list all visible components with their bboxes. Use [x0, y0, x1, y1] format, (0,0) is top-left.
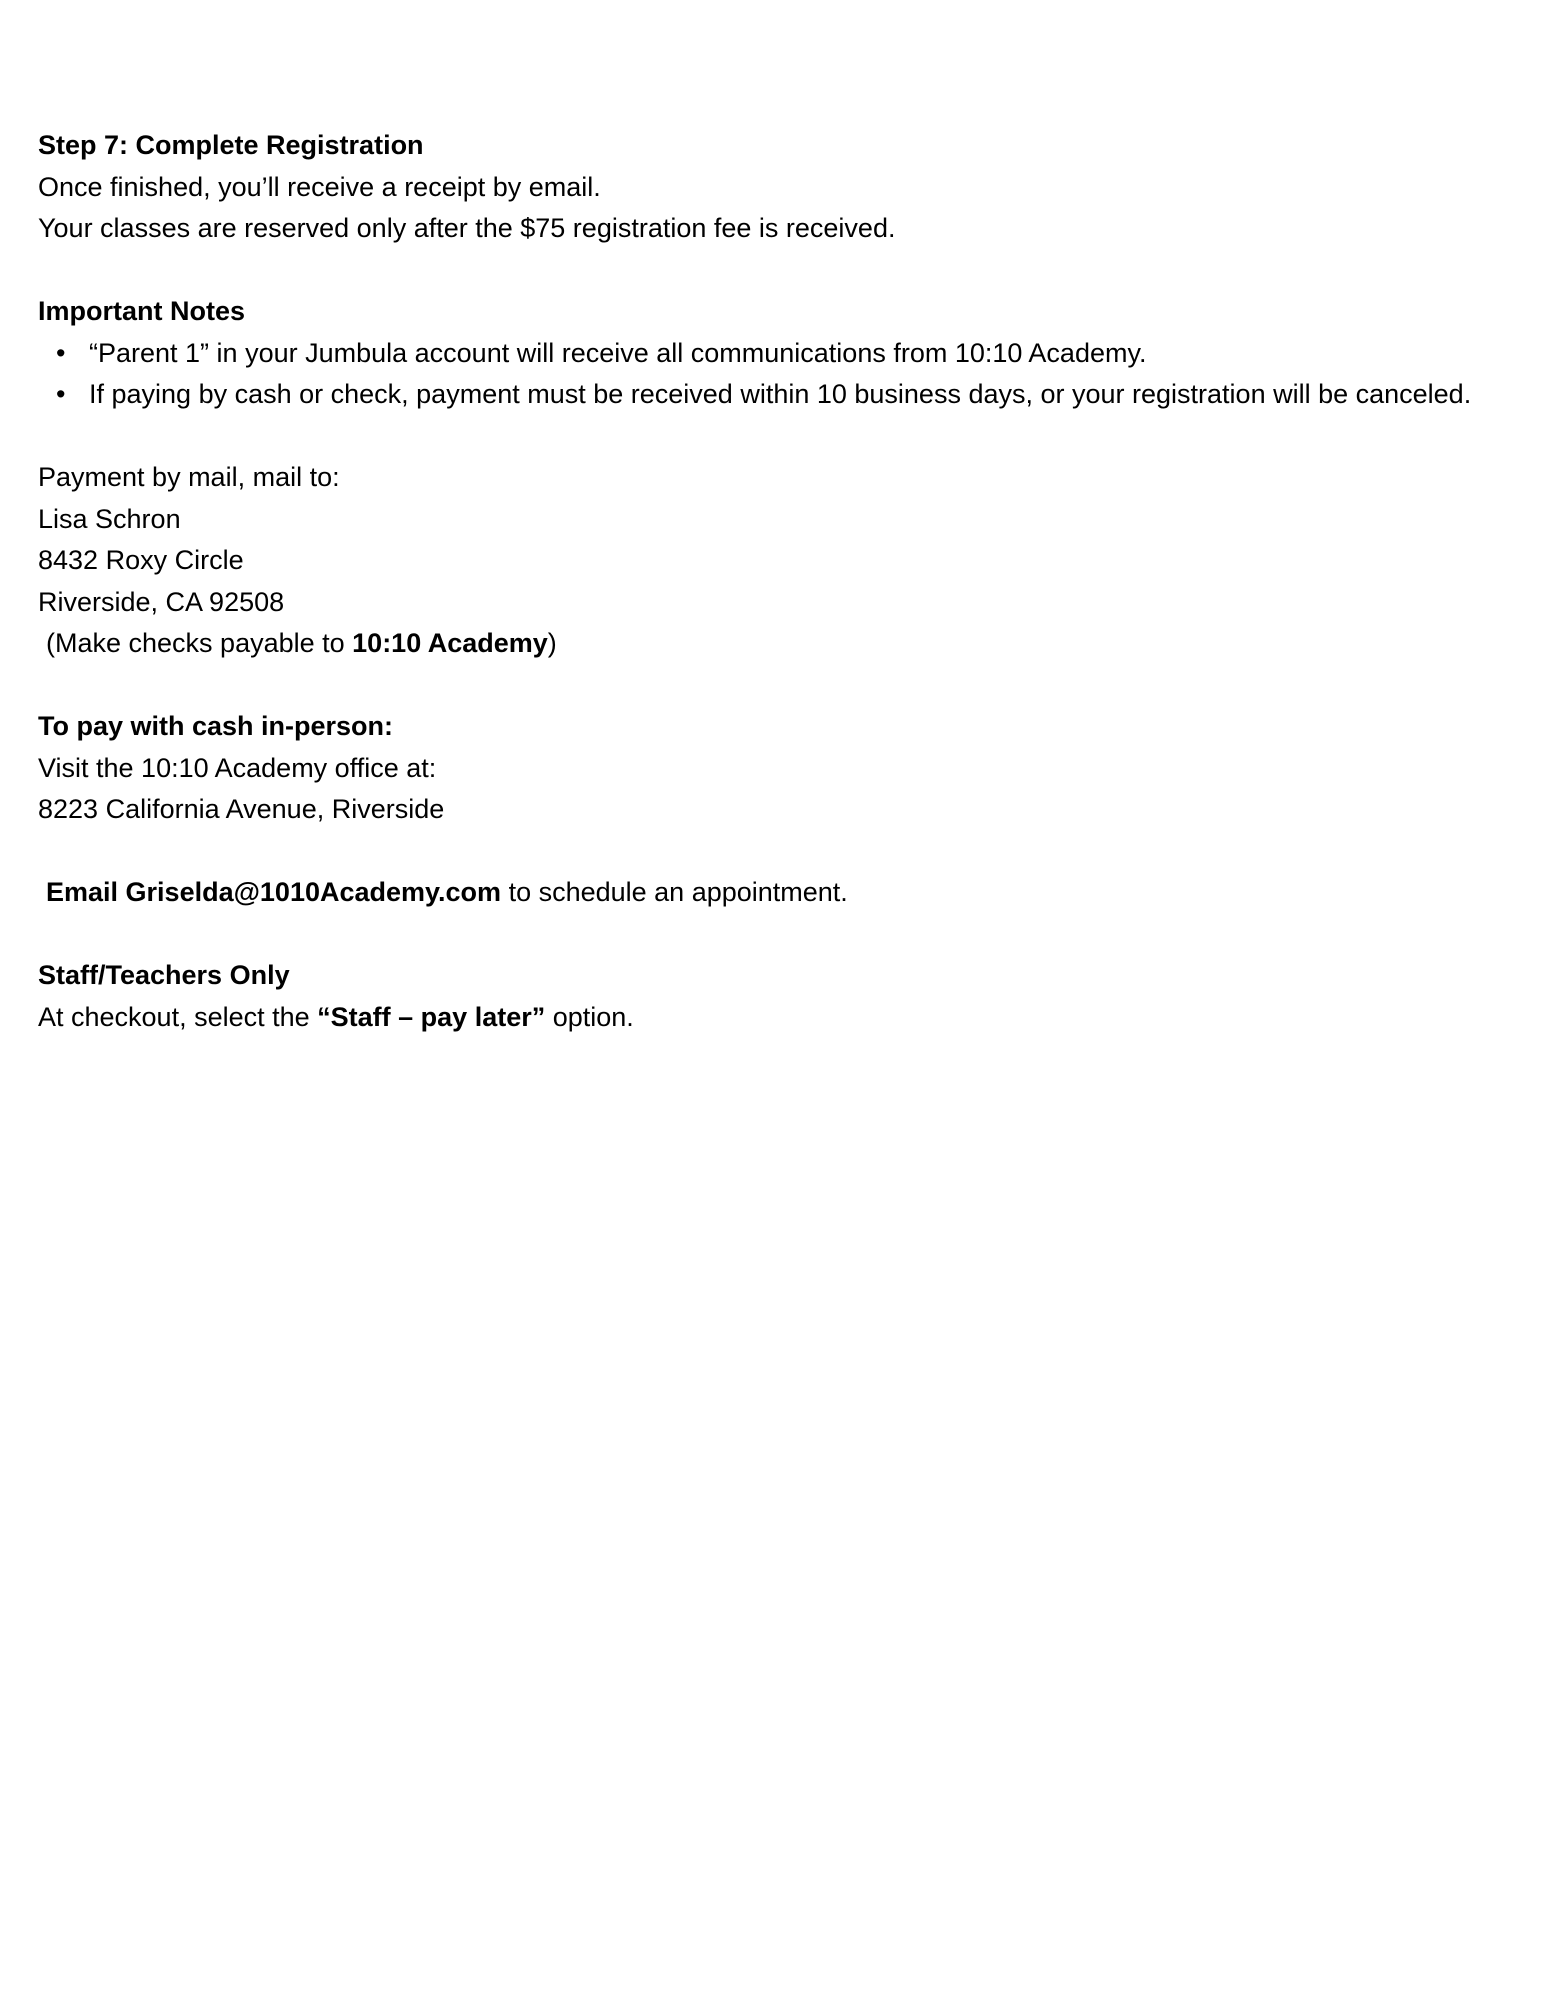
bullet-icon: • — [56, 379, 66, 409]
staff-prefix-text: At checkout, select the — [38, 1001, 318, 1032]
bullet-icon: • — [56, 337, 66, 368]
important-notes-heading: Important Notes — [38, 296, 246, 326]
spacer — [38, 665, 1498, 707]
checks-prefix-text: (Make checks payable to — [46, 628, 353, 658]
spacer — [38, 250, 1498, 292]
staff-pay-later-option: “Staff – pay later” — [317, 1001, 546, 1032]
mail-street-address: 8432 Roxy Circle — [38, 545, 244, 575]
step7-fee-text: Your classes are reserved only after the $75 registration fee is received. — [38, 213, 896, 243]
list-item — [56, 374, 1489, 416]
spacer — [38, 914, 1498, 956]
email-rest-text: to schedule an appointment. — [501, 877, 848, 907]
spacer — [38, 416, 1498, 458]
note-parent-text: “Parent 1” in your Jumbula account will receive all communications from 10:10 Academy. — [89, 337, 1147, 368]
important-notes-list — [38, 333, 1498, 416]
step7-heading: Step 7: Complete Registration — [38, 130, 424, 160]
email-link[interactable]: Email Griselda@1010Academy.com — [46, 877, 502, 907]
mail-intro-text: Payment by mail, mail to: — [38, 462, 340, 492]
office-address-text: 8223 California Avenue, Riverside — [38, 794, 445, 824]
mail-city-address: Riverside, CA 92508 — [38, 586, 285, 617]
step7-receipt-text: Once finished, you’ll receive a receipt by email. — [38, 171, 601, 202]
list-item — [56, 333, 1489, 375]
staff-checkout-line — [38, 997, 1498, 1039]
mail-recipient-name: Lisa Schron — [38, 503, 181, 534]
note-payment-deadline-text: If paying by cash or check, payment must be received within 10 business days, or your registration will be canceled. — [89, 379, 1472, 409]
document-page — [38, 125, 1498, 1038]
checks-payable-line — [38, 623, 1498, 665]
checks-suffix-text: ) — [547, 628, 557, 658]
email-appointment-line — [38, 872, 1498, 914]
cash-payment-heading: To pay with cash in-person: — [38, 711, 394, 741]
cash-visit-text: Visit the 10:10 Academy office at: — [38, 752, 437, 783]
checks-payee-text: 10:10 Academy — [352, 628, 548, 658]
spacer — [38, 831, 1498, 873]
staff-heading: Staff/Teachers Only — [38, 960, 290, 990]
staff-suffix-text: option. — [545, 1001, 634, 1032]
